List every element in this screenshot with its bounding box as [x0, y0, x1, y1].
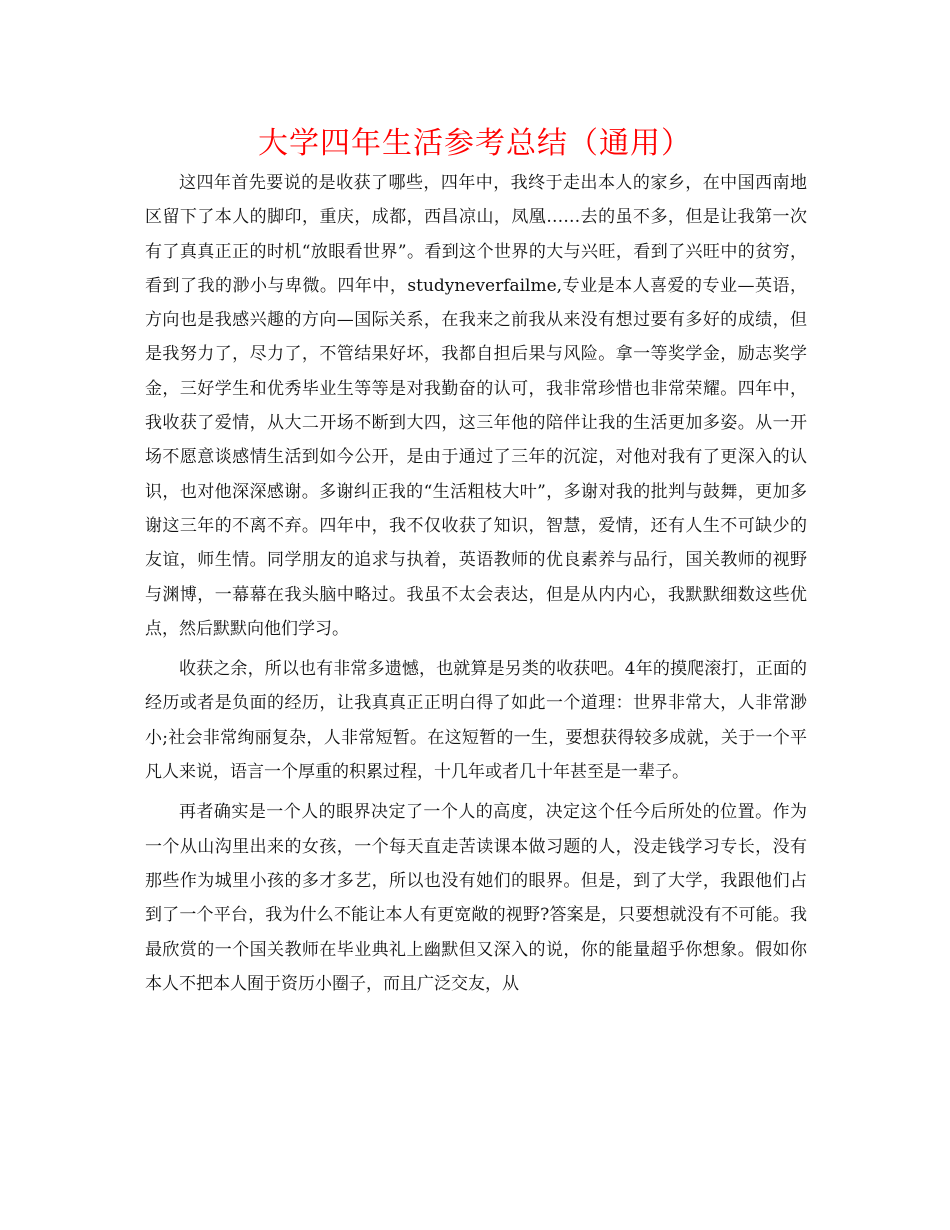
- document-body: [145, 166, 807, 1001]
- paragraph: 收获之余，所以也有非常多遗憾，也就算是另类的收获吧。4年的摸爬滚打，正面的经历或者是负面的经历，让我真真正正明白得了如此一个道理：世界非常大，人非常渺小;社会非常绚丽复杂，人非常短暂。在这短暂的一生，要想获得较多成就，关于一个平凡人来说，语言一个厚重的积累过程，十几年或者几十年甚至是一辈子。: [145, 659, 807, 783]
- paragraph: 再者确实是一个人的眼界决定了一个人的高度，决定这个任今后所处的位置。作为一个从山沟里出来的女孩，一个每天直走苦读课本做习题的人，没走钱学习专长，没有那些作为城里小孩的多才多艺，所以也没有她们的眼界。但是，到了大学，我跟他们占到了一个平台，我为什么不能让本人有更宽敞的视野?答案是，只要想就没有不可能。我最欣赏的一个国关教师在毕业典礼上幽默但又深入的说，你的能量超乎你想象。假如你本人不把本人囿于资历小圈子，而且广泛交友，从: [145, 802, 807, 994]
- document-title: 大学四年生活参考总结（通用）: [258, 126, 692, 161]
- paragraph: 这四年首先要说的是收获了哪些，四年中，我终于走出本人的家乡，在中国西南地区留下了本人的脚印，重庆，成都，西昌凉山，凤凰……去的虽不多，但是让我第一次有了真真正正的时机“放眼看世界”。看到这个世界的大与兴旺，看到了兴旺中的贫穷，看到了我的渺小与卑微。四年中，studyneverfailme,专业是本人喜爱的专业—英语，方向也是我感兴趣的方向—国际关系，在我来之前我从来没有想过要有多好的成绩，但是我努力了，尽力了，不管结果好坏，我都自担后果与风险。拿一等奖学金，励志奖学金，三好学生和优秀毕业生等等是对我勤奋的认可，我非常珍惜也非常荣耀。四年中，我收获了爱情，从大二开场不断到大四，这三年他的陪伴让我的生活更加多姿。从一开场不愿意谈感情生活到如今公开，是由于通过了三年的沉淀，对他对我有了更深入的认识，也对他深深感谢。多谢纠正我的“生活粗枝大叶”，多谢对我的批判与鼓舞，更加多谢这三年的不离不弃。四年中，我不仅收获了知识，智慧，爱情，还有人生不可缺少的友谊，师生情。同学朋友的追求与执着，英语教师的优良素养与品行，国关教师的视野与渊博，一幕幕在我头脑中略过。我虽不太会表达，但是从内内心，我默默细数这些优点，然后默默向他们学习。: [145, 173, 807, 639]
